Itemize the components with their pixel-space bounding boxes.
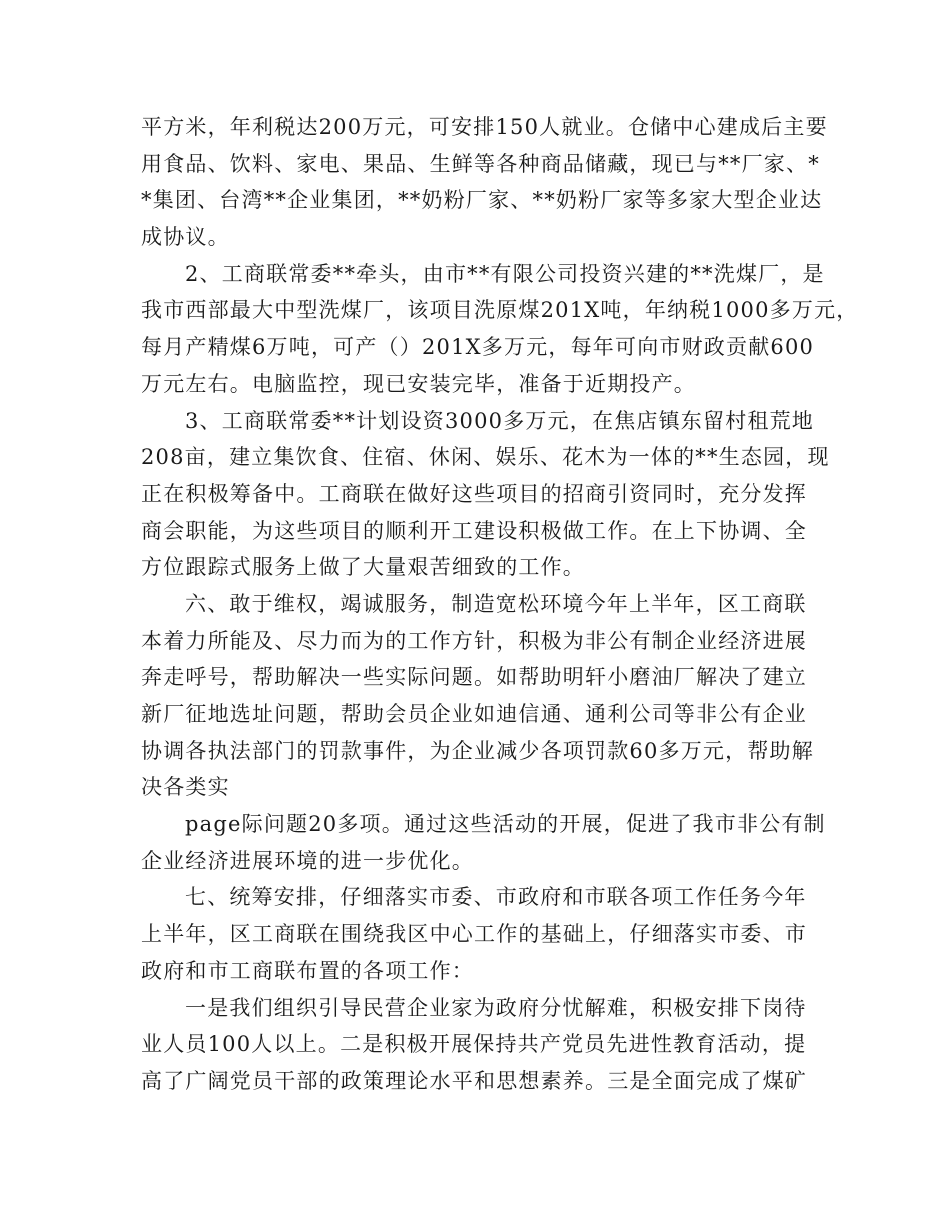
- text-line: 高了广阔党员干部的政策理论水平和思想素养。三是全面完成了煤矿: [141, 1068, 807, 1093]
- text-line: 政府和市工商联布置的各项工作：: [141, 958, 474, 983]
- text-line: 用食品、饮料、家电、果品、生鲜等各种商品储藏，现已与**厂家、*: [141, 151, 820, 176]
- text-line: 新厂征地选址问题，帮助会员企业如迪信通、通利公司等非公有企业: [141, 702, 807, 726]
- text-line: 每月产精煤6万吨，可产（）201X多万元，每年可向市财政贡献600: [141, 335, 815, 360]
- text-line: 成协议。: [141, 225, 230, 250]
- text-line: 208亩，建立集饮食、住宿、休闲、娱乐、花木为一体的**生态园，现: [141, 445, 830, 470]
- text-line: 奔走呼号，帮助解决一些实际问题。如帮助明轩小磨油厂解决了建立: [141, 665, 807, 690]
- text-line: 六、敢于维权，竭诚服务，制造宽松环境今年上半年，区工商联: [185, 591, 807, 616]
- text-line: page际问题20多项。通过这些活动的开展，促进了我市非公有制: [185, 812, 826, 837]
- text-line: 七、统筹安排，仔细落实市委、市政府和市联各项工作任务今年: [185, 885, 807, 910]
- text-line: 本着力所能及、尽力而为的工作方针，积极为非公有制企业经济进展: [141, 628, 807, 653]
- text-line: 万元左右。电脑监控，现已安装完毕，准备于近期投产。: [141, 371, 696, 396]
- text-line: 我市西部最大中型洗煤厂，该项目洗原煤201X吨，年纳税1000多万元，: [141, 298, 859, 323]
- text-line: *集团、台湾**企业集团，**奶粉厂家、**奶粉厂家等多家大型企业达: [141, 188, 823, 213]
- text-line: 商会职能，为这些项目的顺利开工建设积极做工作。在上下协调、全: [141, 518, 807, 543]
- text-line: 2、工商联常委**牵头，由市**有限公司投资兴建的**洗煤厂，是: [185, 261, 825, 286]
- text-line: 平方米，年利税达200万元，可安排150人就业。仓储中心建成后主要: [141, 115, 828, 139]
- text-line: 正在积极筹备中。工商联在做好这些项目的招商引资同时，充分发挥: [141, 481, 807, 506]
- text-line: 上半年，区工商联在围绕我区中心工作的基础上，仔细落实市委、市: [141, 922, 807, 947]
- text-line: 协调各执法部门的罚款事件，为企业减少各项罚款60多万元，帮助解: [141, 738, 814, 763]
- text-line: 企业经济进展环境的进一步优化。: [141, 848, 474, 873]
- text-line: 3、工商联常委**计划设资3000多万元，在焦店镇东留村租荒地: [185, 408, 815, 433]
- text-line: 方位跟踪式服务上做了大量艰苦细致的工作。: [141, 555, 585, 580]
- text-line: 一是我们组织引导民营企业家为政府分忧解难，积极安排下岗待: [185, 995, 807, 1020]
- text-line: 业人员100人以上。二是积极开展保持共产党员先进性教育活动，提: [141, 1032, 807, 1057]
- document-body: [141, 109, 859, 1100]
- text-line: 决各类实: [141, 775, 230, 800]
